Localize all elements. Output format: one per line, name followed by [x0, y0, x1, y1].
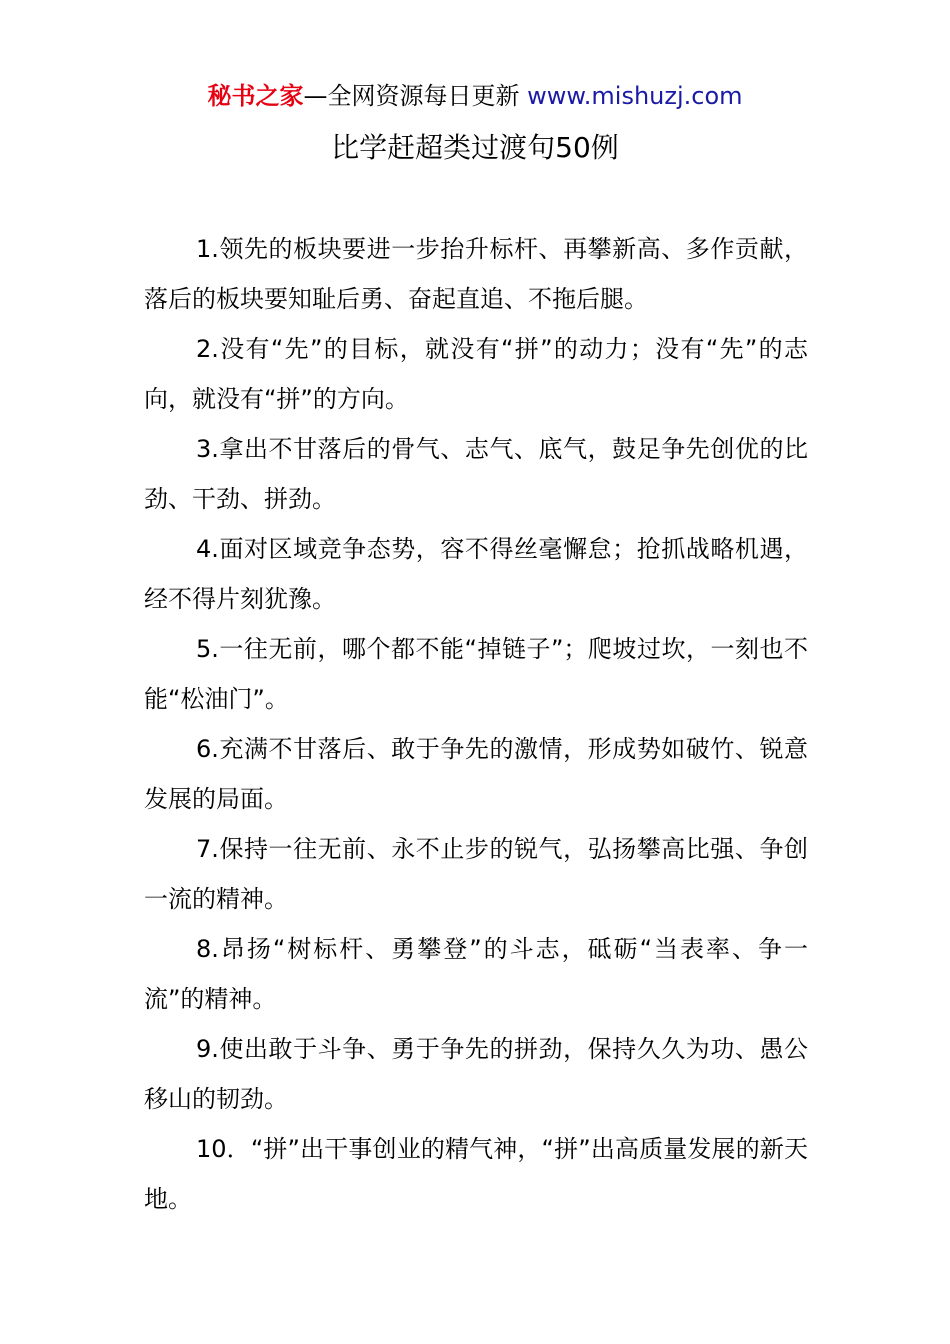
paragraph-item: 1.领先的板块要进一步抬升标杆、再攀新高、多作贡献，落后的板块要知耻后勇、奋起直追、不拖后腿。 [144, 235, 808, 313]
paragraph-item: 4.面对区域竞争态势，容不得丝毫懈怠；抢抓战略机遇，经不得片刻犹豫。 [144, 535, 808, 613]
site-url-link[interactable]: www.mishuzj.com [527, 82, 743, 110]
paragraph-item: 3.拿出不甘落后的骨气、志气、底气，鼓足争先创优的比劲、干劲、拼劲。 [144, 435, 808, 513]
paragraph-item: 8.昂扬“树标杆、勇攀登”的斗志，砥砺“当表率、争一流”的精神。 [144, 935, 808, 1013]
site-tagline: —全网资源每日更新 [303, 82, 520, 110]
paragraph-item: 5.一往无前，哪个都不能“掉链子”；爬坡过坎，一刻也不能“松油门”。 [144, 635, 808, 713]
paragraph-item: 7.保持一往无前、永不止步的锐气，弘扬攀高比强、争创一流的精神。 [144, 835, 808, 913]
paragraph-item: 9.使出敢于斗争、勇于争先的拼劲，保持久久为功、愚公移山的韧劲。 [144, 1035, 808, 1113]
paragraph-item: 6.充满不甘落后、敢于争先的激情，形成势如破竹、锐意发展的局面。 [144, 735, 808, 813]
document-title: 比学赶超类过渡句50例 [331, 131, 619, 164]
site-header [0, 80, 950, 112]
paragraph-item: 2.没有“先”的目标，就没有“拼”的动力；没有“先”的志向，就没有“拼”的方向。 [144, 335, 808, 413]
paragraph-item: 10．“拼”出干事创业的精气神，“拼”出高质量发展的新天地。 [144, 1135, 808, 1213]
document-body [144, 224, 808, 1224]
site-brand: 秘书之家 [207, 82, 304, 110]
